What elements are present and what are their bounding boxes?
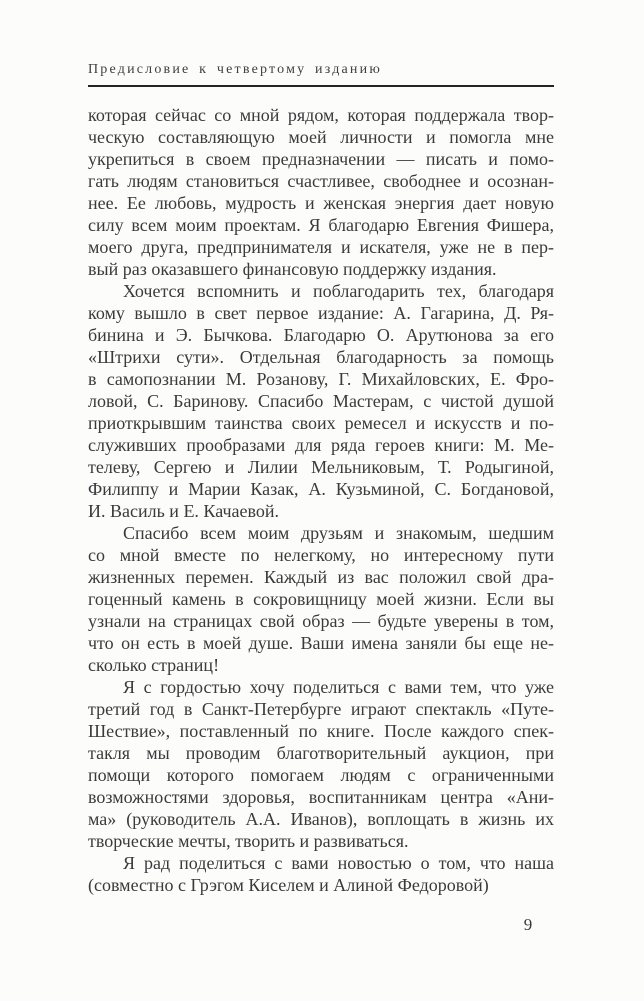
text-line: что он есть в моей душе. Ваши имена заняли бы еще не- (88, 633, 554, 653)
text-line: ма» (руководитель А.А. Иванов), воплощать в жизнь их (88, 809, 554, 829)
text-line: гоценный камень в сокровищницу моей жизни. Если вы (88, 589, 554, 609)
text-line: Шествие», поставленный по книге. После каждого спек- (88, 721, 554, 741)
text-line: узнали на страницах свой образ — будьте уверены в том, (88, 611, 554, 631)
chapter-title: Предисловие к четвертому изданию (88, 62, 382, 77)
text-line: Хочется вспомнить и поблагодарить тех, благодаря (123, 281, 554, 301)
text-line: вый раз оказавшего финансовую поддержку издания. (88, 259, 497, 279)
text-line: сколько страниц! (88, 655, 220, 675)
text-line: в самопознании М. Розанову, Г. Михайловских, Е. Фро- (88, 369, 554, 389)
text-line: телеву, Сергею и Лилии Мельниковым, Т. Родыгиной, (88, 457, 554, 477)
text-line: ческую составляющую моей личности и помогла мне (88, 127, 554, 147)
text-line: творческие мечты, творить и развиваться. (88, 831, 409, 851)
text-line: нее. Ее любовь, мудрость и женская энергия дает новую (88, 193, 554, 213)
text-line: бинина и Э. Бычкова. Благодарю О. Арутюнова за его (88, 325, 554, 345)
header-rule (88, 85, 554, 87)
text-line: кому вышло в свет первое издание: А. Гагарина, Д. Ря- (88, 303, 554, 323)
text-line: ловой, С. Баринову. Спасибо Мастерам, с чистой душой (88, 391, 554, 411)
paragraph (88, 676, 554, 852)
text-line: которая сейчас со мной рядом, которая поддержала твор- (88, 105, 554, 125)
paragraph (88, 522, 554, 676)
text-line: гать людям становиться счастливее, свободнее и осознан- (88, 171, 554, 191)
text-line: Филиппу и Марии Казак, А. Кузьминой, С. Богдановой, (88, 479, 554, 499)
text-line: со мной вместе по нелегкому, но интересному пути (88, 545, 554, 565)
text-line: И. Василь и Е. Качаевой. (88, 501, 280, 521)
text-line: жизненных перемен. Каждый из вас положил свой дра- (88, 567, 554, 587)
paragraph (88, 280, 554, 522)
text-line: возможностями здоровья, воспитанникам центра «Ани- (88, 787, 554, 807)
text-line: Я рад поделиться с вами новостью о том, что наша (123, 853, 554, 873)
body-text (88, 104, 554, 896)
text-line: такля мы проводим благотворительный аукцион, при (88, 743, 554, 763)
running-header (88, 62, 554, 87)
text-line: укрепиться в своем предназначении — писать и помо- (88, 149, 554, 169)
text-line: Спасибо всем моим друзьям и знакомым, шедшим (123, 523, 554, 543)
page-number: 9 (523, 915, 533, 934)
text-line: приоткрывшим таинства своих ремесел и искусств и по- (88, 413, 554, 433)
text-line: моего друга, предпринимателя и искателя, уже не в пер- (88, 237, 554, 257)
text-line: Я с гордостью хочу поделиться с вами тем, что уже (123, 677, 554, 697)
text-line: помощи которого помогаем людям с ограниченными (88, 765, 554, 785)
text-line: силу всем моим проектам. Я благодарю Евгения Фишера, (88, 215, 554, 235)
text-line: «Штрихи сути». Отдельная благодарность за помощь (88, 347, 554, 367)
text-line: третий год в Санкт-Петербурге играют спектакль «Путе- (88, 699, 554, 719)
text-line: служивших прообразами для ряда героев книги: М. Ме- (88, 435, 554, 455)
paragraph (88, 852, 554, 896)
text-line: (совместно с Грэгом Киселем и Алиной Федоровой) (88, 875, 489, 895)
paragraph (88, 104, 554, 280)
